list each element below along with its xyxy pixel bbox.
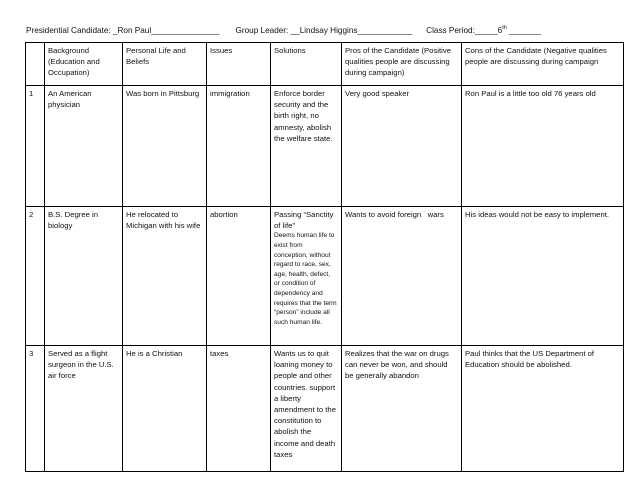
cons-cell: Ron Paul is a little too old 76 years old [462,86,624,207]
solution-cell: Wants us to quit loaning money to people and other countries. support a liberty amendment to the constitution to abolish the income and death taxes [271,346,342,472]
personal-life-cell: Was born in Pittsburg [123,86,207,207]
worksheet-header [26,26,541,35]
solution-cell: Enforce border security and the birth right, no amnesty, abolish the welfare state. [271,86,342,207]
solution-cell [271,207,342,346]
class-period-blank: _______ [506,26,541,35]
pros-cell: Wants to avoid foreign wars [342,207,462,346]
group-leader-name: Lindsay Higgins [299,26,358,35]
pros-cell: Very good speaker [342,86,462,207]
candidate-blank: _______________ [151,26,220,35]
background-cell: B.S. Degree in biology [45,207,123,346]
cons-cell: Paul thinks that the US Department of Education should be abolished. [462,346,624,472]
cons-cell: His ideas would not be easy to implement. [462,207,624,346]
personal-life-cell: He is a Christian [123,346,207,472]
candidate-name: Ron Paul [117,26,152,35]
header-cell-personal-life: Personal Life and Beliefs [123,43,207,86]
header-cell-issues: Issues [207,43,271,86]
pros-cell: Realizes that the war on drugs can never be won, and should be generally abandon [342,346,462,472]
row-number: 3 [26,346,45,472]
candidate-label: Presidential Candidate: _ [26,26,118,35]
issue-cell: immigration [207,86,271,207]
class-period-suffix: th [502,25,507,31]
issue-cell: abortion [207,207,271,346]
table-row [26,86,624,207]
row-number: 2 [26,207,45,346]
solution-detail-text: Deems human life to exist from conception, without regard to race, sex, age, health, defect, or condition of dependency and requires that the term “person” include all such human life. [274,232,337,326]
header-cell-pros: Pros of the Candidate (Positive qualities people are discussing during campaign) [342,43,462,86]
row-number: 1 [26,86,45,207]
background-cell: An American physician [45,86,123,207]
issue-cell: taxes [207,346,271,472]
header-cell-cons: Cons of the Candidate (Negative qualities people are discussing during campaign [462,43,624,86]
solution-main-text: Passing “Sanctity of life” [274,210,334,231]
group-leader-label: Group Leader: __ [235,26,300,35]
header-cell-solutions: Solutions [271,43,342,86]
table-header-row [26,43,624,86]
class-period-label: Class Period:_____ [426,26,498,35]
table-row [26,346,624,472]
group-leader-blank: ____________ [357,26,413,35]
header-cell-number [26,43,45,86]
class-period-value: 6 [497,26,503,35]
header-cell-background: Background (Education and Occupation) [45,43,123,86]
table-row [26,207,624,346]
personal-life-cell: He relocated to Michigan with his wife [123,207,207,346]
candidate-table [25,42,624,472]
background-cell: Served as a flight surgeon in the U.S. air force [45,346,123,472]
